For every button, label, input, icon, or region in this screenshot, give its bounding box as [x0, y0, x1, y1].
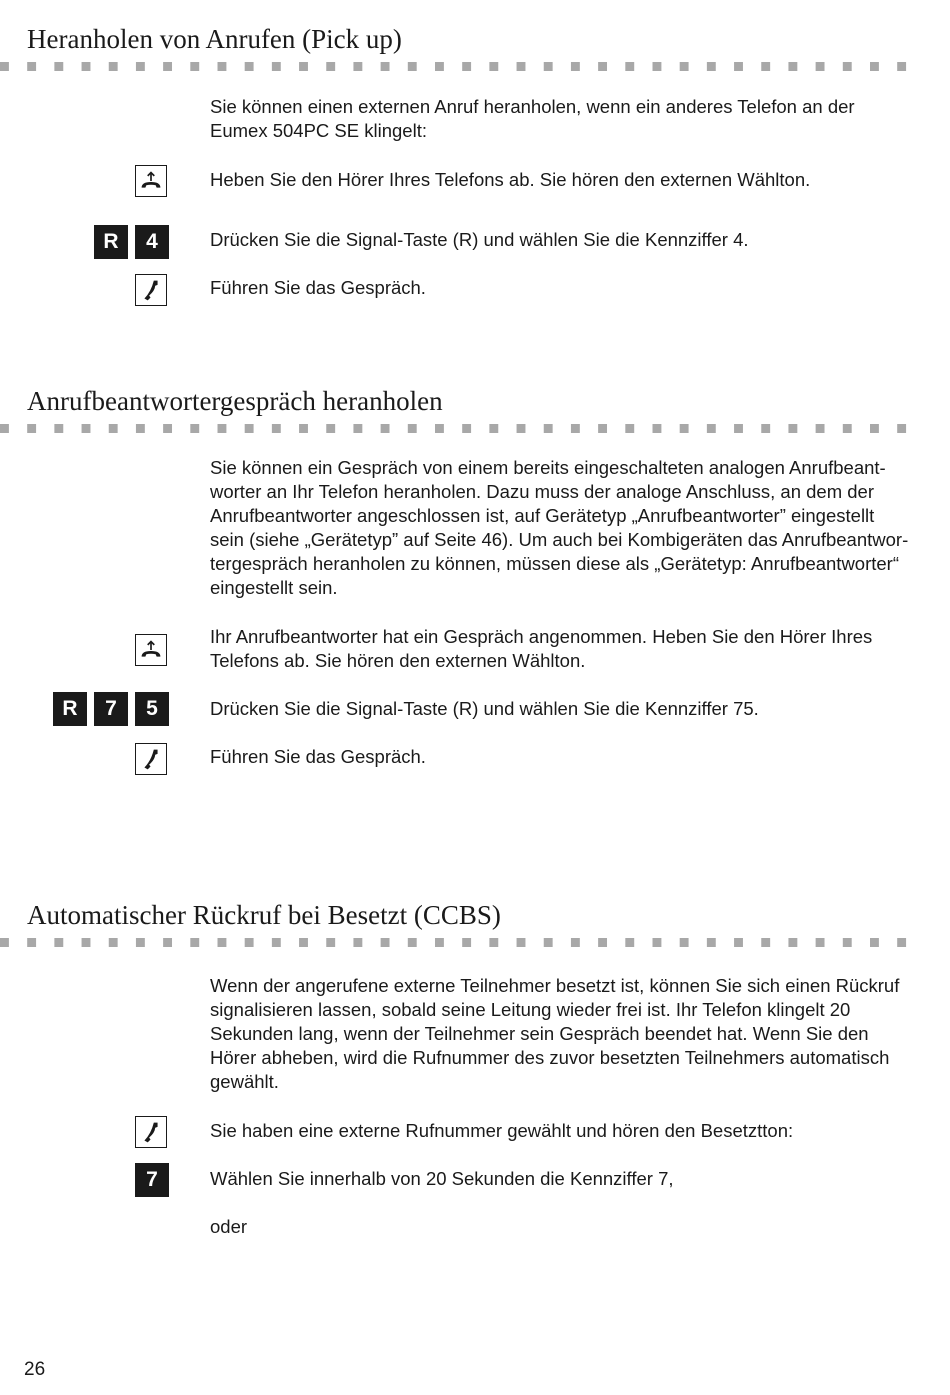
step-text: Ihr Anrufbeantworter hat ein Gespräch angenommen. Heben Sie den Hörer Ihres Telefons ab. Sie hören den externen Wählton. [210, 626, 873, 671]
section-title: Anrufbeantwortergespräch heranholen [27, 386, 443, 416]
step-text: Drücken Sie die Signal-Taste (R) und wählen Sie die Kennziffer 75. [210, 698, 759, 719]
key-r: R [53, 692, 87, 726]
step-text: Führen Sie das Gespräch. [210, 746, 426, 767]
section-title: Heranholen von Anrufen (Pick up) [27, 24, 402, 54]
dotted-divider [0, 938, 924, 947]
step-text: Führen Sie das Gespräch. [210, 277, 426, 298]
dotted-divider [0, 62, 924, 71]
handset-lift-icon [135, 165, 167, 197]
key-digit: 7 [94, 692, 128, 726]
key-digit: 4 [135, 225, 169, 259]
intro-text: Sie können einen externen Anruf heranholen, wenn ein anderes Telefon an der Eumex 504PC SE klingelt: [210, 96, 855, 141]
step-text: Sie haben eine externe Rufnummer gewählt und hören den Besetztton: [210, 1120, 794, 1141]
intro-text: Sie können ein Gespräch von einem bereits eingeschalteten analogen Anrufbeant- worter an Ihr Telefon heranholen. Dazu muss der analoge Anschluss, an dem der Anrufbeantworter angeschlossen ist, auf Gerätetyp „Anrufbeantworter” eingestellt sein (siehe „Gerätetyp” auf Seite 46). Um auch bei Kombigeräten das Anrufbeantwor- tergespräch heranholen zu können, müssen diese als „Gerätetyp: Anrufbeantworter“ eingestellt sein. [210, 457, 909, 598]
handset-lift-icon [135, 634, 167, 666]
handset-talk-icon [135, 743, 167, 775]
step-text: Wählen Sie innerhalb von 20 Sekunden die Kennziffer 7, [210, 1168, 674, 1189]
intro-text: Wenn der angerufene externe Teilnehmer besetzt ist, können Sie sich einen Rückruf signalisieren lassen, sobald seine Leitung wieder frei ist. Ihr Telefon klingelt 20 Sekunden lang, wenn der Teilnehmer sein Gespräch beendet hat. Wenn Sie den Hörer abheben, wird die Rufnummer des zuvor besetzten Teilnehmers automatisch gewählt. [210, 975, 900, 1092]
section-title: Automatischer Rückruf bei Besetzt (CCBS) [27, 900, 501, 930]
step-text: Heben Sie den Hörer Ihres Telefons ab. Sie hören den externen Wählton. [210, 169, 811, 190]
dotted-divider [0, 424, 924, 433]
handset-talk-icon [135, 274, 167, 306]
page-number: 26 [24, 1359, 46, 1380]
key-digit: 5 [135, 692, 169, 726]
step-text: oder [210, 1216, 248, 1237]
key-digit: 7 [135, 1163, 169, 1197]
key-r: R [94, 225, 128, 259]
handset-talk-icon [135, 1116, 167, 1148]
step-text: Drücken Sie die Signal-Taste (R) und wählen Sie die Kennziffer 4. [210, 229, 749, 250]
